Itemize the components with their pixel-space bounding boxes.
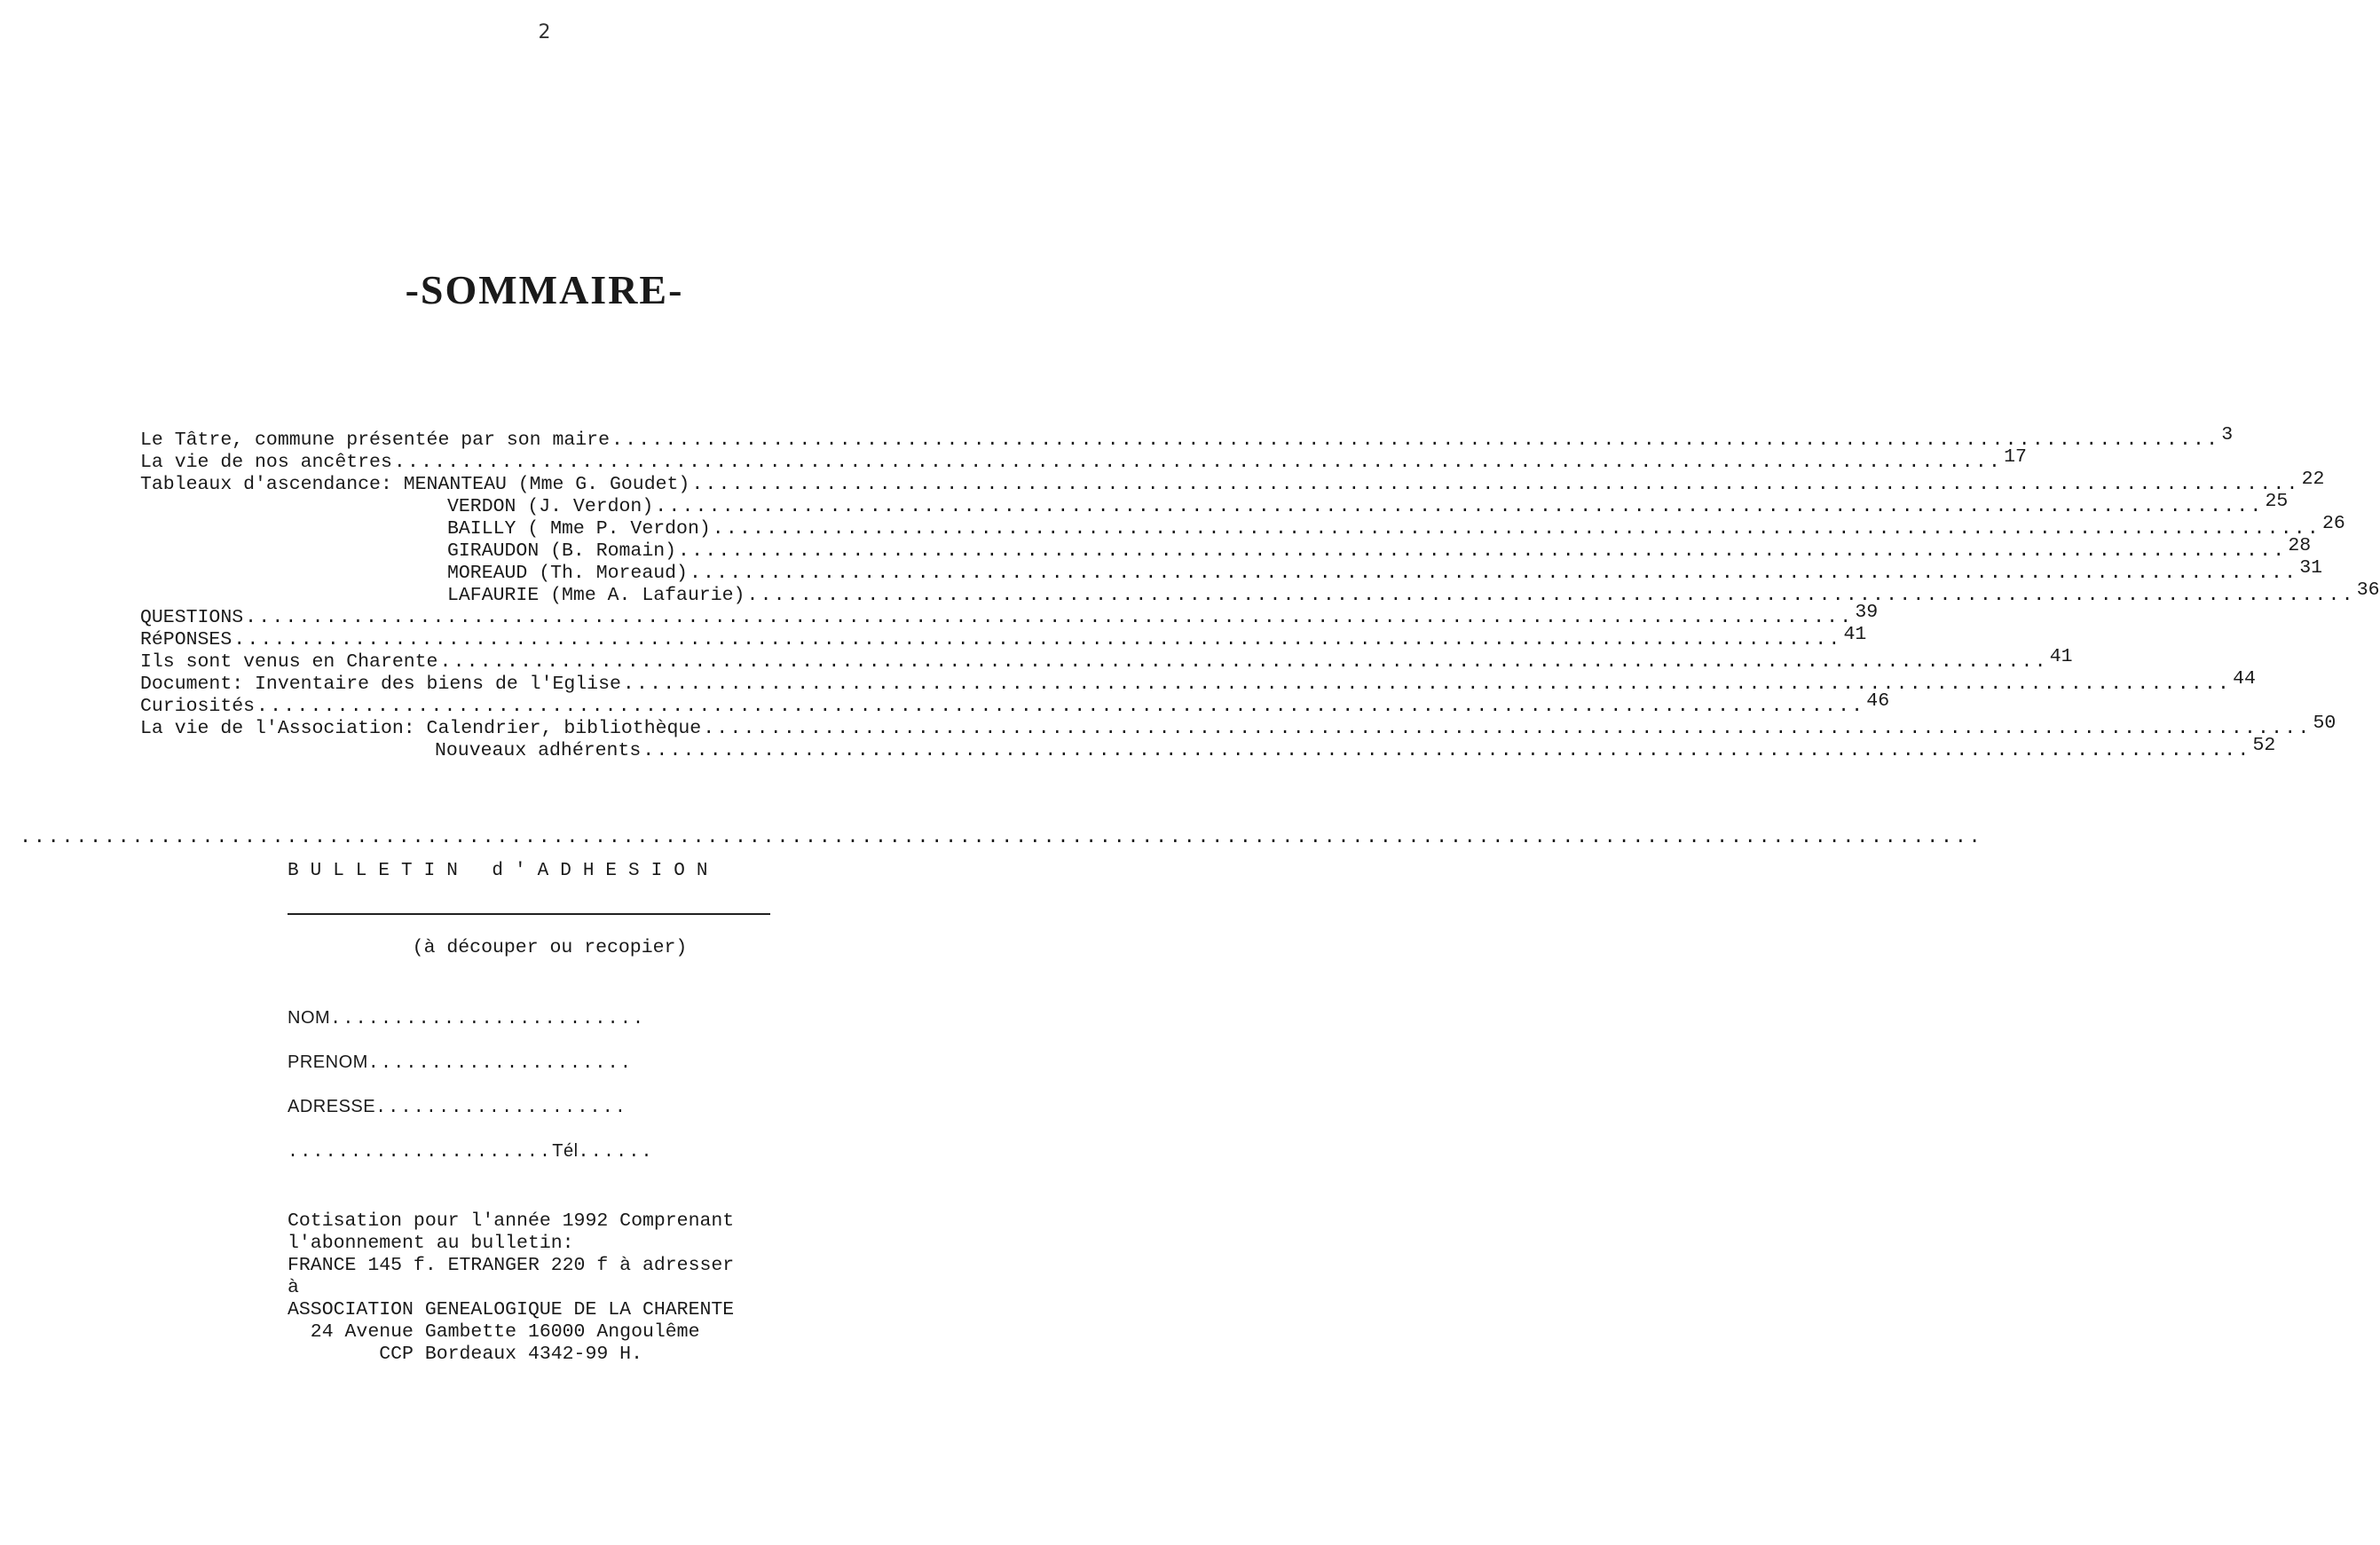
adresse-dots: .................... — [375, 1098, 628, 1118]
toc-dot-leader: ........................................................................................................................ — [233, 629, 1842, 650]
toc-entry-label: Tableaux d'ascendance: MENANTEAU (Mme G. Goudet) — [140, 474, 690, 495]
toc-entry-page: 22 — [2301, 469, 2325, 490]
adresse-label: ADRESSE — [288, 1097, 376, 1116]
toc-dot-leader: ........................................................................................................................ — [256, 696, 1865, 717]
toc-entry-label: VERDON (J. Verdon) — [447, 496, 654, 517]
tel-label: Tél — [552, 1141, 579, 1161]
toc-dot-leader: ........................................................................................................................ — [611, 430, 2220, 451]
page-title: -SOMMAIRE- — [405, 267, 684, 312]
toc-entry-page: 36 — [2356, 579, 2380, 601]
toc-entry — [140, 713, 2337, 740]
toc-entry — [140, 491, 2289, 518]
toc-entry-page: 50 — [2313, 713, 2337, 734]
toc-dot-leader: ........................................................................................................................ — [712, 518, 2321, 540]
toc-entry — [140, 735, 2276, 762]
toc-entry-page: 28 — [2288, 535, 2312, 556]
toc-entry-page: 44 — [2233, 668, 2256, 690]
toc-entry — [140, 513, 2345, 540]
toc-entry-page: 25 — [2265, 491, 2289, 512]
toc-entry-page: 46 — [1866, 690, 1890, 712]
nom-dots: ......................... — [330, 1009, 646, 1029]
toc-entry-label: Le Tâtre, commune présentée par son maire — [140, 430, 610, 451]
toc-entry-page: 41 — [2049, 646, 2073, 667]
prenom-field — [288, 1052, 633, 1074]
toc-entry — [140, 557, 2323, 585]
toc-entry-label: LAFAURIE (Mme A. Lafaurie) — [447, 585, 745, 606]
toc-entry-page: 17 — [2004, 446, 2027, 468]
bulletin-title-underline — [288, 913, 770, 915]
toc-entry-page: 39 — [1855, 602, 1879, 623]
toc-entry-label: RéPONSES — [140, 629, 232, 650]
nom-field — [288, 1008, 645, 1029]
toc-entry-label: GIRAUDON (B. Romain) — [447, 540, 677, 562]
toc-entry — [140, 469, 2325, 496]
toc-dot-leader: ........................................................................................................................ — [622, 674, 2232, 695]
cut-line-divider: ............................................................................................................................................ — [20, 826, 1983, 848]
toc-entry — [140, 424, 2234, 452]
toc-entry-page: 26 — [2322, 513, 2345, 534]
tel-dots: ...... — [578, 1142, 654, 1163]
table-of-contents — [140, 424, 2380, 762]
tel-field — [288, 1141, 654, 1163]
toc-dot-leader: ........................................................................................................................ — [678, 540, 2287, 562]
toc-dot-leader: ........................................................................................................................ — [746, 585, 2355, 606]
toc-dot-leader: ........................................................................................................................ — [689, 563, 2298, 584]
toc-entry-label: Curiosités — [140, 696, 256, 717]
toc-entry-page: 3 — [2221, 424, 2234, 445]
toc-dot-leader: ........................................................................................................................ — [655, 496, 2264, 517]
toc-entry — [140, 579, 2380, 607]
page-number: 2 — [538, 21, 551, 43]
toc-entry — [140, 668, 2256, 696]
toc-entry-label: BAILLY ( Mme P. Verdon) — [447, 518, 711, 540]
prenom-label: PRENOM — [288, 1052, 368, 1072]
toc-entry-label: Nouveaux adhérents — [435, 740, 642, 761]
toc-entry-label: Ils sont venus en Charente — [140, 651, 438, 673]
toc-entry-label: Document: Inventaire des biens de l'Eglise — [140, 674, 621, 695]
tel-leading-dots: ..................... — [288, 1142, 553, 1163]
toc-dot-leader: ........................................................................................................................ — [439, 651, 2048, 673]
toc-entry-page: 31 — [2299, 557, 2323, 579]
toc-entry — [140, 535, 2312, 563]
toc-entry-label: MOREAUD (Th. Moreaud) — [447, 563, 688, 584]
cotisation-text: Cotisation pour l'année 1992 Comprenant l'abonnement au bulletin: FRANCE 145 f. ETRANGER 220 f à adresser à ASSOCIATION GENEALOGIQUE DE LA CHARENTE 24 Avenue Gambette 16000 Angoulême CCP Bordeaux 4342-99 H. — [288, 1210, 735, 1365]
toc-entry-page: 52 — [2252, 735, 2276, 756]
toc-entry-page: 41 — [1843, 624, 1867, 645]
toc-dot-leader: ........................................................................................................................ — [245, 607, 1854, 628]
toc-dot-leader: ........................................................................................................................ — [703, 718, 2312, 739]
toc-entry — [140, 646, 2073, 674]
toc-dot-leader: ........................................................................................................................ — [691, 474, 2300, 495]
nom-label: NOM — [288, 1008, 331, 1028]
toc-entry — [140, 624, 1867, 651]
toc-entry-label: La vie de nos ancêtres — [140, 452, 392, 473]
toc-dot-leader: ........................................................................................................................ — [642, 740, 2251, 761]
toc-entry-label: La vie de l'Association: Calendrier, bibliothèque — [140, 718, 702, 739]
adresse-field — [288, 1097, 627, 1118]
toc-entry — [140, 446, 2027, 474]
bulletin-title: BULLETIN d'ADHESION — [288, 861, 720, 881]
toc-entry — [140, 690, 1890, 718]
toc-entry-label: QUESTIONS — [140, 607, 244, 628]
bulletin-subtitle: (à découper ou recopier) — [412, 937, 688, 958]
prenom-dots: ..................... — [367, 1053, 634, 1074]
toc-dot-leader: ........................................................................................................................ — [393, 452, 2003, 473]
toc-entry — [140, 602, 1879, 629]
